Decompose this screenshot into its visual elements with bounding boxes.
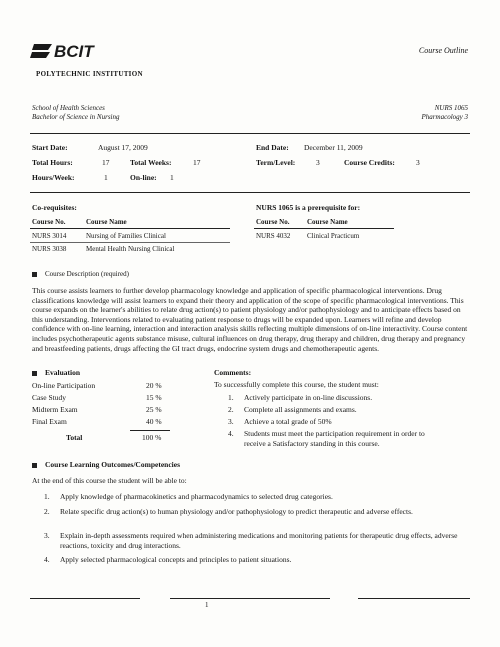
comments-intro: To successfully complete this course, the student must: — [214, 380, 379, 389]
outcome-num: 3. — [44, 531, 50, 540]
total-hours-value: 17 — [102, 158, 110, 167]
outcomes-intro: At the end of this course the student will be able to: — [32, 476, 187, 485]
info-divider — [30, 192, 470, 193]
comment-text: Complete all assignments and exams. — [244, 405, 357, 414]
description-heading-text: Course Description (required) — [45, 270, 129, 278]
total-divider — [130, 430, 170, 431]
description-heading — [32, 270, 129, 278]
doc-title: Course Outline — [418, 46, 468, 55]
hours-week-value: 1 — [104, 173, 108, 182]
term-value: 3 — [316, 158, 320, 167]
coreq-name: Mental Health Nursing Clinical — [86, 245, 175, 253]
outcome-text: Apply selected pharmacological concepts and principles to patient situations. — [60, 555, 292, 564]
coreq-row-divider — [30, 242, 230, 243]
bullet-icon — [32, 463, 37, 468]
page-number: 1 — [205, 601, 209, 609]
online-value: 1 — [170, 173, 174, 182]
total-weeks-value: 17 — [193, 158, 201, 167]
school-name: POLYTECHNIC INSTITUTION — [36, 70, 143, 78]
bcit-logo — [30, 38, 100, 64]
description-text: This course assists learners to further develop pharmacology knowledge and application of specific pharmacological interventions. Drug classifications knowledge will assist learners to expand their theory and application of the scope of specific pharmacological interventions. This course expands on the learner's abilities to relate drug action(s) to patient physiology and/or pathophysiology and to anticipate effects based on this understanding. Interventions related to evaluating patient response to drugs will be expanded upon. Learners will refine and develop confidence with on-line learning, interaction and interaction analysis skills reflecting multiple dimensions of on-line interactivity. Course content includes psychotherapeutic agents substance misuse, cultural influences on drug therapy, drug therapy and children, drug therapy and pregnancy and breastfeeding patients, drugs affecting the GI tract drugs, endocrine system drugs and chemotherapeutic agents. — [32, 286, 468, 353]
header-divider — [30, 133, 470, 134]
end-date-value: December 11, 2009 — [304, 143, 363, 152]
svg-text:BCIT: BCIT — [54, 42, 94, 61]
end-date-label: End Date: — [256, 143, 289, 152]
comment-text: Achieve a total grade of 50% — [244, 417, 332, 426]
prereq-col-name: Course Name — [307, 218, 348, 226]
comment-text: Students must meet the participation requirement in order to receive a Satisfactory standing in this course. — [244, 429, 425, 448]
coreq-title: Co-requisites: — [32, 203, 77, 212]
evaluation-total-label: Total — [66, 433, 83, 442]
outcome-num: 1. — [44, 492, 50, 501]
start-date-label: Start Date: — [32, 143, 68, 152]
credits-value: 3 — [416, 158, 420, 167]
evaluation-total-value: 100 % — [142, 433, 162, 442]
outcome-text: Apply knowledge of pharmacokinetics and pharmacodynamics to selected drug categories. — [60, 492, 333, 501]
evaluation-value: 25 % — [146, 405, 162, 414]
footer-line-middle — [170, 598, 330, 599]
coreq-no: NURS 3038 — [32, 245, 67, 253]
prereq-col-divider — [254, 228, 394, 229]
coreq-name: Nursing of Families Clinical — [86, 232, 166, 240]
evaluation-value: 40 % — [146, 417, 162, 426]
hours-week-label: Hours/Week: — [32, 173, 75, 182]
evaluation-label: Case Study — [32, 393, 66, 402]
prereq-no: NURS 4032 — [256, 232, 291, 240]
outcome-num: 2. — [44, 507, 50, 516]
prereq-name: Clinical Practicum — [307, 232, 360, 240]
comment-num: 1. — [228, 393, 234, 402]
outcome-num: 4. — [44, 555, 50, 564]
footer-line-right — [358, 598, 470, 599]
coreq-col-divider — [30, 228, 230, 229]
comment-num: 3. — [228, 417, 234, 426]
comment-num: 4. — [228, 429, 234, 438]
evaluation-value: 15 % — [146, 393, 162, 402]
credits-label: Course Credits: — [344, 158, 395, 167]
course-title: Pharmacology 3 — [421, 113, 468, 121]
coreq-col-no: Course No. — [32, 218, 66, 226]
coreq-col-name: Course Name — [86, 218, 127, 226]
evaluation-label: Midterm Exam — [32, 405, 78, 414]
bullet-icon — [32, 272, 37, 277]
comment-text: Actively participate in on-line discussions. — [244, 393, 373, 402]
start-date-value: August 17, 2009 — [98, 143, 148, 152]
evaluation-value: 20 % — [146, 381, 162, 390]
online-label: On-line: — [130, 173, 157, 182]
outcome-text: Explain in-depth assessments required when administering medications and monitoring patients for therapeutic drug effects, adverse reactions, toxicity and drug interactions. — [60, 531, 458, 550]
school-label: School of Health Sciences — [32, 104, 105, 112]
coreq-no: NURS 3014 — [32, 232, 67, 240]
prereq-col-no: Course No. — [256, 218, 290, 226]
evaluation-heading — [32, 368, 80, 377]
outcomes-heading-text: Course Learning Outcomes/Competencies — [45, 460, 180, 469]
total-weeks-label: Total Weeks: — [130, 158, 172, 167]
evaluation-heading-text: Evaluation — [45, 368, 81, 377]
comments-heading: Comments: — [214, 368, 252, 377]
evaluation-label: On-line Participation — [32, 381, 96, 390]
outcome-text: Relate specific drug action(s) to human physiology and/or pathophysiology to predict therapeutic and adverse effects. — [60, 507, 413, 516]
program-label: Bachelor of Science in Nursing — [32, 113, 120, 121]
footer-line-left — [30, 598, 140, 599]
evaluation-label: Final Exam — [32, 417, 67, 426]
outcomes-heading — [32, 460, 180, 469]
prereq-title: NURS 1065 is a prerequisite for: — [256, 203, 361, 212]
term-label: Term/Level: — [256, 158, 296, 167]
comment-num: 2. — [228, 405, 234, 414]
course-code: NURS 1065 — [434, 104, 468, 112]
bullet-icon — [32, 371, 37, 376]
total-hours-label: Total Hours: — [32, 158, 73, 167]
